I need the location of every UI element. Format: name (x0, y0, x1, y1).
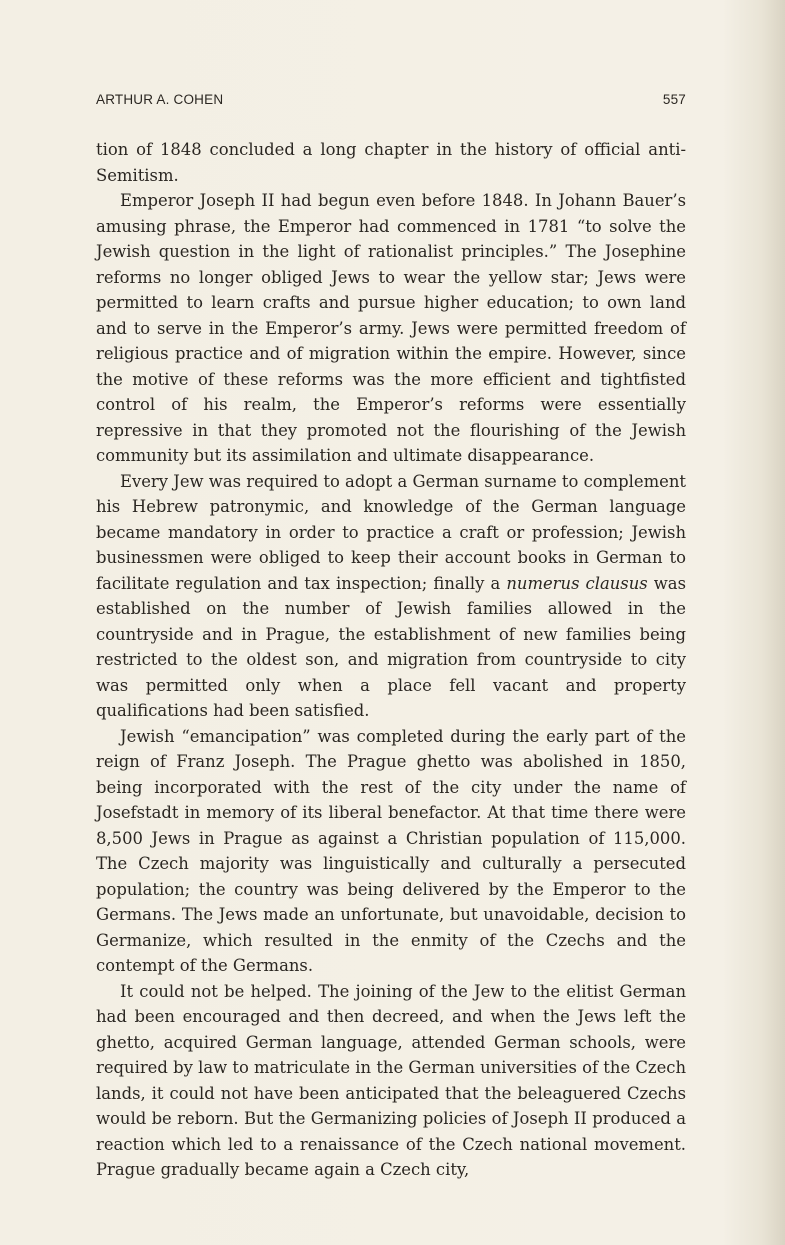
paragraph-5: It could not be helped. The joining of the Jew to the elitist German had been encouraged and then decreed, and when the Jews left the ghetto, acquired German language, attended German schools, were required by law to matriculate in the German universities of the Czech lands, it could not have been anticipated that the beleaguered Czechs would be reborn. But the Germanizing policies of Joseph II produced a reaction which led to a renaissance of the Czech national movement. Prague gradually became again a Czech city, (96, 981, 686, 1179)
paragraph-4: Jewish “emancipation” was completed during the early part of the reign of Franz Joseph. The Prague ghetto was abolished in 1850, being incorporated with the rest of the city under the name of Josefstadt in memory of its liberal benefactor. At that time there were 8,500 Jews in Prague as against a Christian population of 115,000. The Czech majority was linguistically and culturally a persecuted population; the country was being delivered by the Emperor to the Germans. The Jews made an unfortunate, but unavoidable, decision to Germanize, which resulted in the enmity of the Czechs and the contempt of the Germans. (96, 726, 686, 975)
body-text (96, 137, 686, 1183)
paragraph-3-text-after: was established on the number of Jewish families allowed in the countryside and in Prague, the establishment of new families being restricted to the oldest son, and migration from countryside to city was permitted only when a place fell vacant and property qualifications had been satisfied. (96, 573, 686, 720)
running-head: ARTHUR A. COHEN (96, 92, 224, 107)
paragraph-1: tion of 1848 concluded a long chapter in the history of official anti-Semitism. (96, 140, 686, 185)
page-number: 557 (662, 92, 686, 107)
paragraph-3 (96, 469, 686, 724)
page-header (96, 92, 686, 112)
latin-term-numerus-clausus: numerus clausus (506, 573, 648, 593)
paragraph-3-text-before: Every Jew was required to adopt a German surname to complement his Hebrew patronymic, and knowledge of the German language became mandatory in order to practice a craft or profession; Jewish businessmen were obliged to keep their account books in German to facilitate regulation and tax inspection; finally a (96, 471, 686, 593)
paragraph-2: Emperor Joseph II had begun even before 1848. In Johann Bauer’s amusing phrase, the Emperor had commenced in 1781 “to solve the Jewish question in the light of rationalist principles.” The Josephine reforms no longer obliged Jews to wear the yellow star; Jews were permitted to learn crafts and pursue higher education; to own land and to serve in the Emperor’s army. Jews were permitted freedom of religious practice and of migration within the empire. However, since the motive of these reforms was the more efficient and tightfisted control of his realm, the Emperor’s reforms were essentially repressive in that they promoted not the flourishing of the Jewish community but its assimilation and ultimate disappearance. (96, 191, 686, 465)
